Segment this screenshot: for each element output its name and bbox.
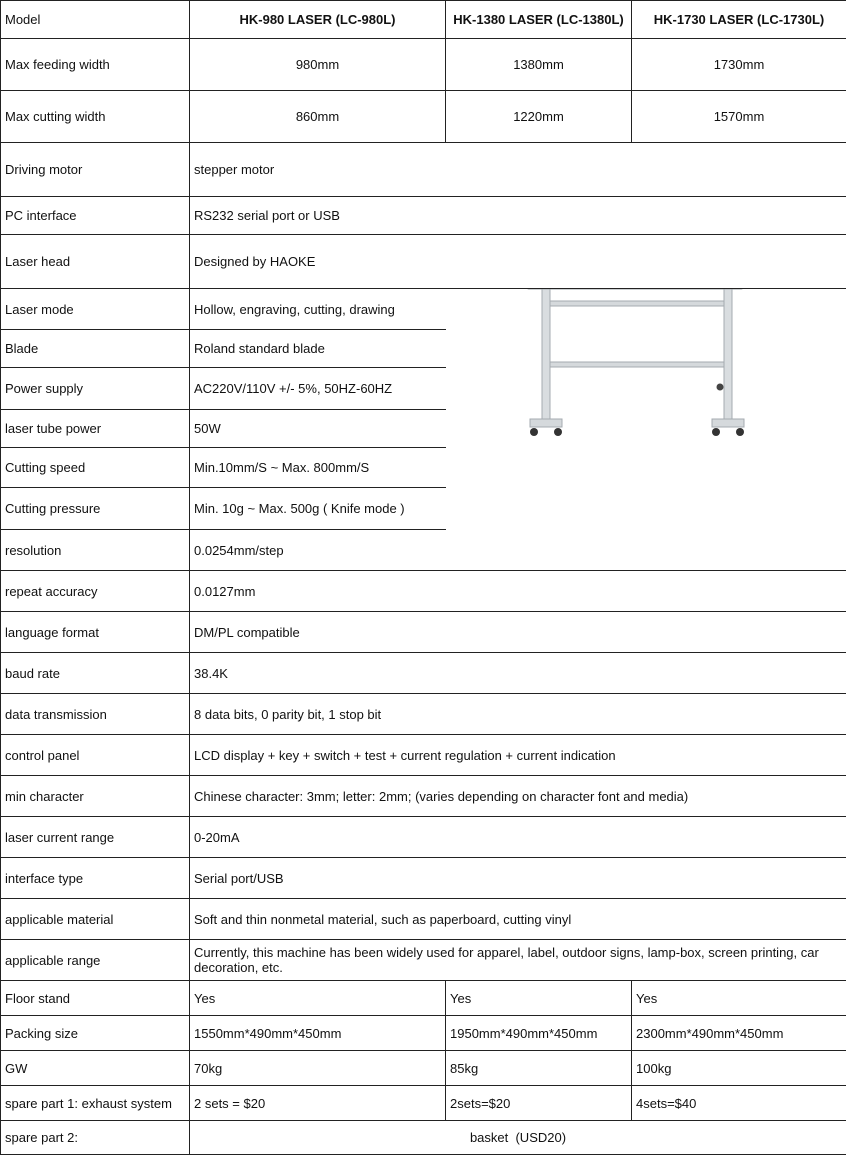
value-1730: 1730mm bbox=[632, 39, 846, 91]
row-value: stepper motor bbox=[190, 143, 846, 197]
model-label: Model bbox=[1, 1, 190, 39]
value-980: Yes bbox=[190, 981, 446, 1016]
row-value: Min. 10g ~ Max. 500g ( Knife mode ) bbox=[190, 488, 446, 530]
value-1380: 2sets=$20 bbox=[446, 1086, 632, 1121]
header-row bbox=[1, 1, 846, 39]
row-label: data transmission bbox=[1, 694, 190, 735]
table-row bbox=[1, 91, 846, 143]
row-value: LCD display + key + switch + test + current regulation + current indication bbox=[190, 735, 846, 776]
value-980: 1550mm*490mm*450mm bbox=[190, 1016, 446, 1051]
value-1380: Yes bbox=[446, 981, 632, 1016]
row-value: 0-20mA bbox=[190, 817, 846, 858]
row-label: Floor stand bbox=[1, 981, 190, 1016]
table-row bbox=[1, 1086, 846, 1121]
row-value: Hollow, engraving, cutting, drawing bbox=[190, 289, 446, 330]
row-value: AC220V/110V +/- 5%, 50HZ-60HZ bbox=[190, 368, 446, 410]
value-980: 860mm bbox=[190, 91, 446, 143]
row-label: Packing size bbox=[1, 1016, 190, 1051]
row-value: 50W bbox=[190, 410, 446, 448]
row-label: resolution bbox=[1, 530, 190, 571]
model-1380: HK-1380 LASER (LC-1380L) bbox=[446, 1, 632, 39]
row-label: baud rate bbox=[1, 653, 190, 694]
row-label: Driving motor bbox=[1, 143, 190, 197]
row-value: Designed by HAOKE bbox=[190, 235, 846, 289]
row-value: 0.0127mm bbox=[190, 571, 846, 612]
machine-image-cell bbox=[446, 289, 846, 571]
value-980: 70kg bbox=[190, 1051, 446, 1086]
model-1730: HK-1730 LASER (LC-1730L) bbox=[632, 1, 846, 39]
table-row bbox=[1, 571, 846, 612]
row-label: GW bbox=[1, 1051, 190, 1086]
table-row bbox=[1, 1121, 846, 1155]
row-label: Cutting pressure bbox=[1, 488, 190, 530]
value-1380: 85kg bbox=[446, 1051, 632, 1086]
row-label: applicable range bbox=[1, 940, 190, 981]
table-row bbox=[1, 981, 846, 1016]
table-row bbox=[1, 1051, 846, 1086]
row-label: spare part 1: exhaust system bbox=[1, 1086, 190, 1121]
row-label: min character bbox=[1, 776, 190, 817]
table-row bbox=[1, 858, 846, 899]
value-1730: 100kg bbox=[632, 1051, 846, 1086]
value-1730: 2300mm*490mm*450mm bbox=[632, 1016, 846, 1051]
value-1380: 1220mm bbox=[446, 91, 632, 143]
row-label: control panel bbox=[1, 735, 190, 776]
table-row bbox=[1, 817, 846, 858]
row-value: 0.0254mm/step bbox=[190, 530, 446, 571]
row-label: Cutting speed bbox=[1, 448, 190, 488]
row-label: Laser head bbox=[1, 235, 190, 289]
row-value: Currently, this machine has been widely used for apparel, label, outdoor signs, lamp-box, screen printing, car decoration, etc. bbox=[190, 940, 846, 981]
table-row bbox=[1, 289, 846, 330]
row-value: Chinese character: 3mm; letter: 2mm; (varies depending on character font and media) bbox=[190, 776, 846, 817]
table-row bbox=[1, 776, 846, 817]
table-row bbox=[1, 653, 846, 694]
table-row bbox=[1, 735, 846, 776]
row-label: laser tube power bbox=[1, 410, 190, 448]
value-1730: 4sets=$40 bbox=[632, 1086, 846, 1121]
row-label: PC interface bbox=[1, 197, 190, 235]
table-row bbox=[1, 39, 846, 91]
row-value: Min.10mm/S ~ Max. 800mm/S bbox=[190, 448, 446, 488]
row-label: Blade bbox=[1, 330, 190, 368]
table-row bbox=[1, 235, 846, 289]
row-label: Max cutting width bbox=[1, 91, 190, 143]
laser-cutter-image bbox=[520, 289, 750, 450]
row-label: applicable material bbox=[1, 899, 190, 940]
row-value: Soft and thin nonmetal material, such as paperboard, cutting vinyl bbox=[190, 899, 846, 940]
row-label: repeat accuracy bbox=[1, 571, 190, 612]
table-row bbox=[1, 143, 846, 197]
row-value: basket (USD20) bbox=[190, 1121, 846, 1155]
row-label: Laser mode bbox=[1, 289, 190, 330]
row-value: DM/PL compatible bbox=[190, 612, 846, 653]
table-row bbox=[1, 694, 846, 735]
row-value: 8 data bits, 0 parity bit, 1 stop bit bbox=[190, 694, 846, 735]
table-row bbox=[1, 899, 846, 940]
row-label: language format bbox=[1, 612, 190, 653]
row-value: Serial port/USB bbox=[190, 858, 846, 899]
value-980: 2 sets = $20 bbox=[190, 1086, 446, 1121]
value-1380: 1950mm*490mm*450mm bbox=[446, 1016, 632, 1051]
value-1730: 1570mm bbox=[632, 91, 846, 143]
row-value: RS232 serial port or USB bbox=[190, 197, 846, 235]
row-label: laser current range bbox=[1, 817, 190, 858]
row-label: Power supply bbox=[1, 368, 190, 410]
table-row bbox=[1, 197, 846, 235]
table-row bbox=[1, 940, 846, 981]
table-row bbox=[1, 1016, 846, 1051]
row-value: 38.4K bbox=[190, 653, 846, 694]
row-label: spare part 2: bbox=[1, 1121, 190, 1155]
row-value: Roland standard blade bbox=[190, 330, 446, 368]
value-1380: 1380mm bbox=[446, 39, 632, 91]
row-label: interface type bbox=[1, 858, 190, 899]
table-row bbox=[1, 612, 846, 653]
value-1730: Yes bbox=[632, 981, 846, 1016]
value-980: 980mm bbox=[190, 39, 446, 91]
row-label: Max feeding width bbox=[1, 39, 190, 91]
model-980: HK-980 LASER (LC-980L) bbox=[190, 1, 446, 39]
